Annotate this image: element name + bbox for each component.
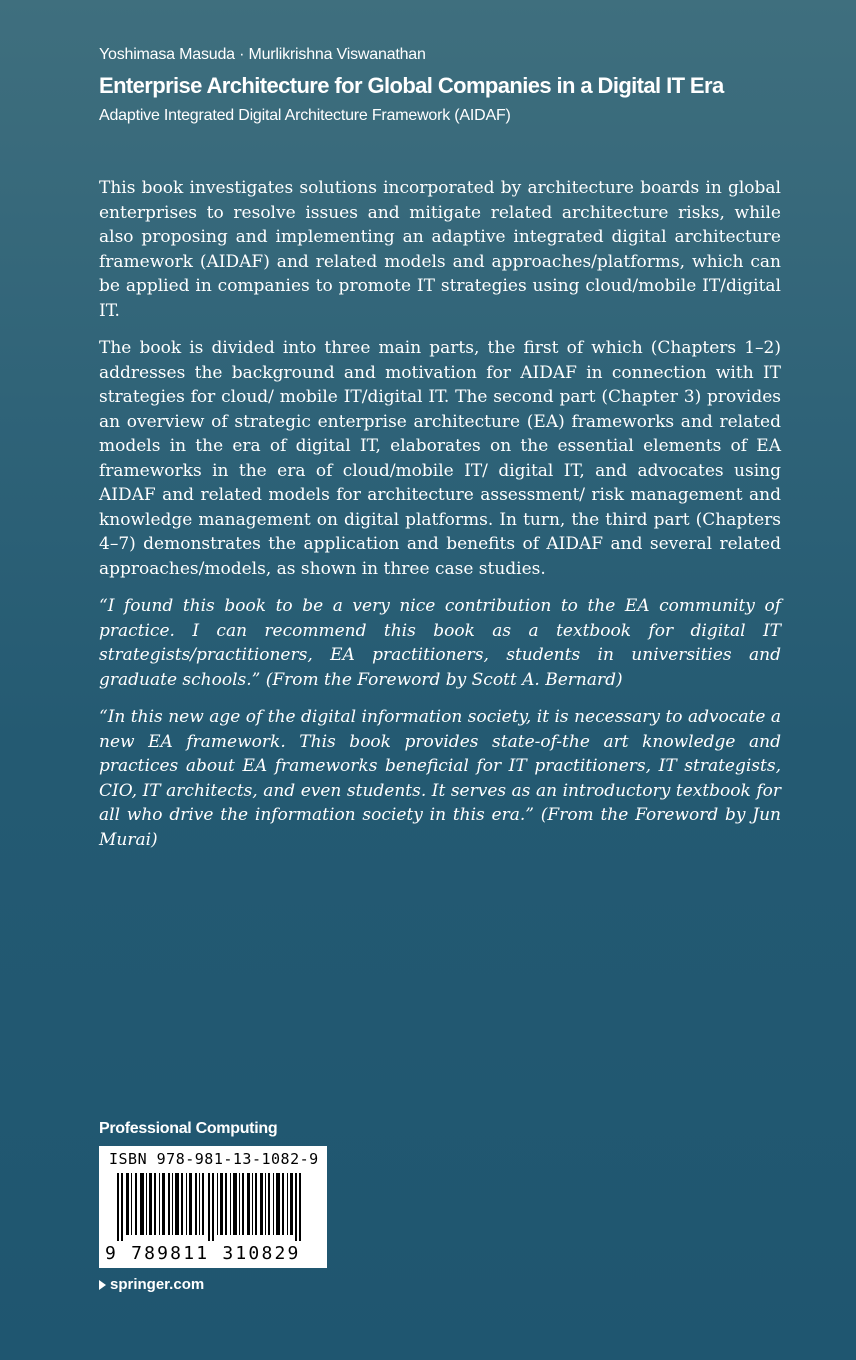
blurb-paragraph-1: This book investigates solutions incorporated by architecture boards in global enterprises to resolve issues and mitigate related architecture risks, while also proposing and implementing an adaptive integrated digital architecture framework (AIDAF) and related models and approaches/platforms, which can be applied in companies to promote IT strategies using cloud/mobile IT/digital IT. (99, 178, 781, 321)
blurb (99, 176, 781, 865)
publisher-website[interactable] (99, 1276, 204, 1293)
isbn-barcode (99, 1146, 327, 1268)
book-subtitle: Adaptive Integrated Digital Architecture Framework (AIDAF) (99, 107, 511, 124)
barcode-bars (107, 1173, 319, 1241)
book-title: Enterprise Architecture for Global Companies in a Digital IT Era (99, 73, 724, 98)
isbn-label: ISBN 978-981-13-1082-9 (109, 1150, 319, 1168)
barcode-digits: 9 789811 310829 (105, 1243, 301, 1264)
arrow-right-icon (99, 1280, 106, 1290)
blurb-paragraph-2: The book is divided into three main parts, the first of which (Chapters 1–2) addresses the background and motivation for AIDAF in connection with IT strategies for cloud/ mobile IT/digital IT. The second part (Chapter 3) provides an overview of strategic enterprise architecture (EA) frameworks and related models in the era of digital IT, elaborates on the essential elements of EA frameworks in the era of cloud/mobile IT/ digital IT, and advocates using AIDAF and related models for architecture assessment/ risk management and knowledge management on digital platforms. In turn, the third part (Chapters 4–7) demonstrates the application and benefits of AIDAF and several related approaches/models, as shown in three case studies. (99, 338, 781, 579)
foreword-quote-murai: “In this new age of the digital information society, it is necessary to advocate a new EA framework. This book provides state-of-the art knowledge and practices about EA frameworks beneficial for IT practitioners, IT strategists, CIO, IT architects, and even students. It serves as an introductory textbook for all who drive the information society in this era.” (From the Foreword by Jun Murai) (99, 707, 781, 850)
series-name: Professional Computing (99, 1120, 278, 1137)
authors: Yoshimasa Masuda · Murlikrishna Viswanathan (99, 46, 426, 63)
website-label: springer.com (110, 1276, 205, 1293)
foreword-quote-bernard: “I found this book to be a very nice contribution to the EA community of practice. I can recommend this book as a textbook for digital IT strategists/practitioners, EA practitioners, students in universities and graduate schools.” (From the Foreword by Scott A. Bernard) (99, 596, 781, 690)
